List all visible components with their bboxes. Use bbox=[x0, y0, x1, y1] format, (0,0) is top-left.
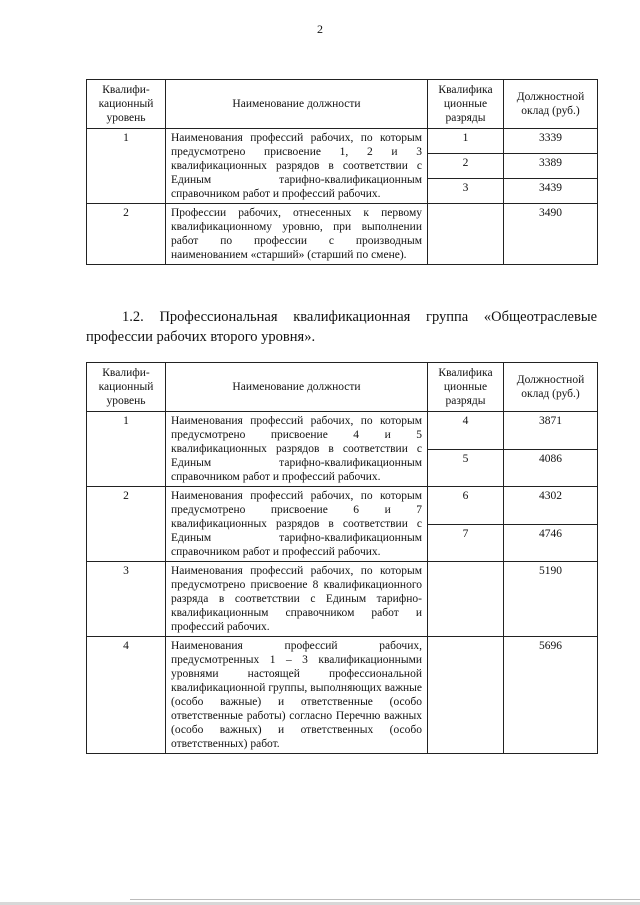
salary-cell: 5696 bbox=[504, 637, 598, 754]
salary-table-2 bbox=[86, 362, 598, 754]
header-level: Квалифи- кационный уровень bbox=[87, 363, 166, 412]
table-row bbox=[87, 562, 598, 637]
qualification-level-cell: 2 bbox=[87, 487, 166, 562]
qualification-level-cell: 1 bbox=[87, 129, 166, 204]
grade-cell: 2 bbox=[428, 154, 504, 179]
table-row bbox=[87, 412, 598, 450]
header-grade: Квалифика ционные разряды bbox=[428, 363, 504, 412]
position-name-cell: Наименования профессий рабочих, предусмотренных 1 – 3 квалификационными уровнями настоящей профессиональной квалификационной группы, выполняющих важные (особо важные) и ответственные (особо ответственные работы) согласно Перечню важных (особо важных) и ответственных (особо ответственных) работ. bbox=[166, 637, 428, 754]
grade-cell: 5 bbox=[428, 449, 504, 487]
page-number: 2 bbox=[317, 22, 323, 36]
salary-cell: 4746 bbox=[504, 524, 598, 562]
position-name-cell: Наименования профессий рабочих, по которым предусмотрено присвоение 8 квалификационного разряда в соответствии с Единым тарифно-квалификационным справочником работ и профессий рабочих. bbox=[166, 562, 428, 637]
table-row bbox=[87, 129, 598, 154]
grade-cell: 7 bbox=[428, 524, 504, 562]
header-level: Квалифи- кационный уровень bbox=[87, 80, 166, 129]
qualification-level-cell: 3 bbox=[87, 562, 166, 637]
salary-cell: 3490 bbox=[504, 204, 598, 265]
table-header-row bbox=[87, 80, 598, 129]
position-name-cell: Наименования профессий рабочих, по которым предусмотрено присвоение 6 и 7 квалификационных разрядов в соответствии с Единым тарифно-квалификационным справочником работ и профессий рабочих. bbox=[166, 487, 428, 562]
salary-cell: 5190 bbox=[504, 562, 598, 637]
qualification-level-cell: 4 bbox=[87, 637, 166, 754]
qualification-level-cell: 2 bbox=[87, 204, 166, 265]
scan-artifact-line bbox=[130, 899, 640, 900]
section-heading: 1.2. Профессиональная квалификационная группа «Общеотраслевые профессии рабочих второго уровня». bbox=[86, 309, 597, 345]
grade-cell bbox=[428, 562, 504, 637]
salary-cell: 4302 bbox=[504, 487, 598, 525]
salary-cell: 3339 bbox=[504, 129, 598, 154]
salary-cell: 3439 bbox=[504, 179, 598, 204]
header-salary: Должностной оклад (руб.) bbox=[504, 80, 598, 129]
header-position: Наименование должности bbox=[166, 363, 428, 412]
grade-cell bbox=[428, 637, 504, 754]
table-row bbox=[87, 204, 598, 265]
grade-cell bbox=[428, 204, 504, 265]
grade-cell: 1 bbox=[428, 129, 504, 154]
grade-cell: 6 bbox=[428, 487, 504, 525]
table-header-row bbox=[87, 363, 598, 412]
position-name-cell: Наименования профессий рабочих, по которым предусмотрено присвоение 4 и 5 квалификационных разрядов в соответствии с Единым тарифно-квалификационным справочником работ и профессий рабочих. bbox=[166, 412, 428, 487]
table-row bbox=[87, 637, 598, 754]
grade-cell: 4 bbox=[428, 412, 504, 450]
header-salary: Должностной оклад (руб.) bbox=[504, 363, 598, 412]
qualification-level-cell: 1 bbox=[87, 412, 166, 487]
table-row bbox=[87, 487, 598, 525]
salary-table-1 bbox=[86, 79, 598, 265]
header-position: Наименование должности bbox=[166, 80, 428, 129]
header-grade: Квалифика ционные разряды bbox=[428, 80, 504, 129]
position-name-cell: Наименования профессий рабочих, по которым предусмотрено присвоение 1, 2 и 3 квалификационных разрядов в соответствии с Единым тарифно-квалификационным справочником работ и профессий рабочих. bbox=[166, 129, 428, 204]
position-name-cell: Профессии рабочих, отнесенных к первому квалификационному уровню, при выполнении работ по профессии с производным наименованием «старший» (старший по смене). bbox=[166, 204, 428, 265]
salary-cell: 4086 bbox=[504, 449, 598, 487]
salary-cell: 3389 bbox=[504, 154, 598, 179]
salary-cell: 3871 bbox=[504, 412, 598, 450]
grade-cell: 3 bbox=[428, 179, 504, 204]
